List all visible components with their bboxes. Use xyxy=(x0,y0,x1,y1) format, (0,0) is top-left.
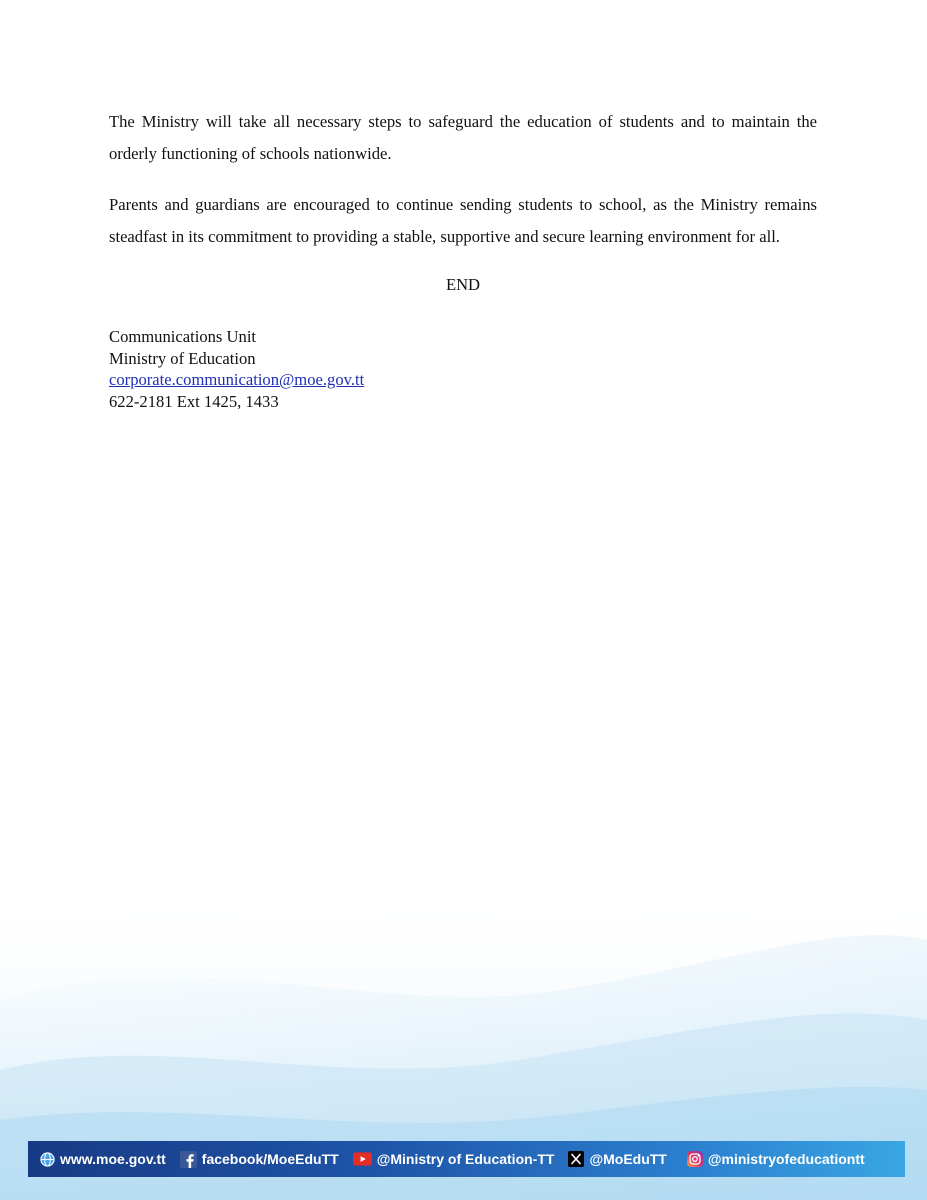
footer-website-label: www.moe.gov.tt xyxy=(60,1151,166,1167)
youtube-icon xyxy=(353,1152,372,1166)
contact-block xyxy=(109,326,817,412)
footer-social-bar xyxy=(28,1141,905,1177)
document-body xyxy=(109,106,817,412)
footer-x[interactable] xyxy=(568,1151,666,1167)
facebook-icon xyxy=(180,1151,197,1168)
footer-youtube-label: @Ministry of Education-TT xyxy=(376,1151,555,1167)
paragraph-parents: Parents and guardians are encouraged to continue sending students to school, as the Ministry remains steadfast in its commitment to providing a stable, supportive and secure learning environment for all. xyxy=(109,195,817,246)
footer-facebook-label: facebook/MoeEduTT xyxy=(201,1151,339,1167)
footer-youtube[interactable] xyxy=(353,1151,555,1167)
contact-email-link[interactable]: corporate.communication@moe.gov.tt xyxy=(109,370,365,389)
x-icon xyxy=(568,1151,584,1167)
globe-icon xyxy=(40,1152,55,1167)
paragraph-safeguard: The Ministry will take all necessary steps to safeguard the education of students and to maintain the orderly functioning of schools nationwide. xyxy=(109,112,817,163)
footer-website[interactable] xyxy=(40,1151,166,1167)
contact-phone: 622-2181 Ext 1425, 1433 xyxy=(109,391,279,411)
footer-instagram[interactable] xyxy=(687,1151,865,1167)
instagram-icon xyxy=(687,1151,703,1167)
contact-organization: Ministry of Education xyxy=(109,348,256,368)
footer-x-label: @MoEduTT xyxy=(589,1151,667,1167)
contact-unit: Communications Unit xyxy=(109,327,257,346)
footer-instagram-label: @ministryofeducationtt xyxy=(707,1151,865,1167)
end-marker: END xyxy=(445,275,481,294)
footer-facebook[interactable] xyxy=(180,1151,339,1168)
